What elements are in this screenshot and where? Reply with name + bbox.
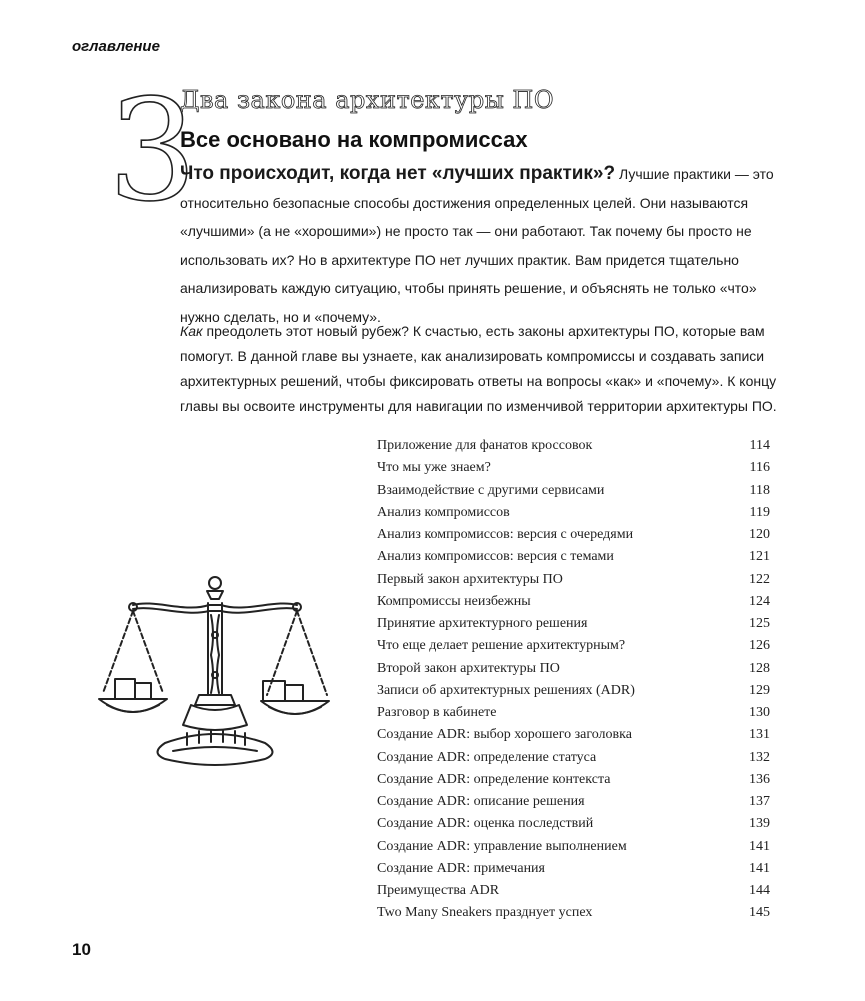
toc-entry[interactable] bbox=[377, 480, 770, 502]
toc-title: Анализ компромиссов: версия с темами bbox=[377, 549, 614, 565]
toc-page: 118 bbox=[749, 482, 770, 498]
intro-paragraph-2 bbox=[180, 319, 780, 419]
toc-entry[interactable] bbox=[377, 502, 770, 524]
toc-page: 126 bbox=[749, 638, 770, 654]
toc-entry[interactable] bbox=[377, 813, 770, 835]
toc-page: 139 bbox=[749, 816, 770, 832]
toc-title: Создание ADR: примечания bbox=[377, 860, 545, 876]
toc-title: Принятие архитектурного решения bbox=[377, 616, 588, 631]
toc-page: 136 bbox=[749, 771, 770, 787]
toc-entry[interactable] bbox=[377, 836, 770, 858]
chapter-title: Все основано на компромиссах bbox=[180, 127, 528, 152]
page-number: 10 bbox=[72, 940, 91, 959]
toc-title: Второй закон архитектуры ПО bbox=[377, 660, 560, 676]
toc-page: 122 bbox=[749, 571, 770, 587]
toc-entry[interactable] bbox=[377, 591, 770, 613]
toc-entry[interactable] bbox=[377, 747, 770, 769]
toc-page: 128 bbox=[749, 660, 770, 676]
toc-entry[interactable] bbox=[377, 635, 770, 657]
toc-title: Что еще делает решение архитектурным? bbox=[377, 638, 626, 654]
intro-lead: Что происходит, когда нет «лучших практик»? bbox=[180, 163, 616, 184]
toc-entry[interactable] bbox=[377, 858, 770, 880]
toc-entry[interactable] bbox=[377, 524, 770, 546]
intro-text-2: преодолеть этот новый рубеж? К счастью, есть законы архитектуры ПО, которые вам помогут. В данной главе вы узнаете, как анализировать компромиссы и создавать записи архитектурных решений, чтобы фиксировать ответы на вопросы «как» и «почему». К концу главы вы освоите инструменты для навигации по изменчивой территории архитектуры ПО. bbox=[180, 323, 777, 414]
toc-title: Создание ADR: определение контекста bbox=[377, 771, 611, 787]
table-of-contents bbox=[377, 435, 770, 925]
toc-page: 145 bbox=[749, 905, 770, 921]
toc-title: Анализ компромиссов bbox=[377, 504, 510, 520]
toc-entry[interactable] bbox=[377, 880, 770, 902]
toc-title: Разговор в кабинете bbox=[377, 705, 497, 720]
toc-page: 119 bbox=[749, 504, 770, 520]
toc-entry[interactable] bbox=[377, 457, 770, 479]
toc-title: Создание ADR: оценка последствий bbox=[377, 816, 594, 832]
toc-page: 144 bbox=[749, 883, 770, 898]
toc-title: Что мы уже знаем? bbox=[377, 460, 491, 476]
toc-page: 125 bbox=[749, 616, 770, 631]
toc-entry[interactable] bbox=[377, 658, 770, 680]
toc-page: 124 bbox=[749, 593, 770, 609]
toc-entry[interactable] bbox=[377, 569, 770, 591]
toc-entry[interactable] bbox=[377, 702, 770, 724]
toc-page: 129 bbox=[749, 682, 770, 698]
toc-page: 141 bbox=[749, 838, 770, 854]
toc-entry[interactable] bbox=[377, 435, 770, 457]
intro-emphasis: Как bbox=[180, 323, 203, 339]
toc-entry[interactable] bbox=[377, 546, 770, 568]
toc-page: 131 bbox=[749, 727, 770, 743]
toc-title: Создание ADR: управление выполнением bbox=[377, 838, 627, 854]
toc-title: Компромиссы неизбежны bbox=[377, 593, 531, 609]
toc-title: Записи об архитектурных решениях (ADR) bbox=[377, 682, 635, 698]
balance-scale-icon bbox=[95, 575, 335, 800]
toc-title: Анализ компромиссов: версия с очередями bbox=[377, 527, 634, 542]
toc-title: Создание ADR: определение статуса bbox=[377, 749, 597, 765]
intro-paragraph bbox=[180, 160, 780, 332]
toc-page: 121 bbox=[749, 549, 770, 565]
toc-page: 130 bbox=[749, 705, 770, 720]
toc-page: 137 bbox=[749, 794, 770, 809]
toc-page: 141 bbox=[749, 860, 770, 876]
intro-text: Лучшие практики — это относительно безопасные способы достижения определенных целей. Они называются «лучшими» (а не «хорошими») не просто так — они работают. Так почему бы просто не использовать их? Но в архитектуре ПО нет лучших практик. Вам придется тщательно анализировать каждую ситуацию, чтобы принять решение, и объяснять не только «что» нужно сделать, но и «почему». bbox=[180, 166, 774, 325]
toc-title: Создание ADR: выбор хорошего заголовка bbox=[377, 727, 632, 743]
toc-title: Первый закон архитектуры ПО bbox=[377, 571, 563, 587]
toc-page: 114 bbox=[749, 438, 770, 453]
toc-entry[interactable] bbox=[377, 769, 770, 791]
toc-entry[interactable] bbox=[377, 680, 770, 702]
toc-title: Two Many Sneakers празднует успех bbox=[377, 905, 593, 921]
section-label: оглавление bbox=[72, 38, 160, 55]
toc-title: Взаимодействие с другими сервисами bbox=[377, 482, 605, 498]
toc-page: 116 bbox=[749, 460, 770, 476]
toc-entry[interactable] bbox=[377, 791, 770, 813]
toc-entry[interactable] bbox=[377, 724, 770, 746]
part-title: Два закона архитектуры ПО bbox=[180, 86, 555, 114]
toc-entry[interactable] bbox=[377, 613, 770, 635]
toc-title: Создание ADR: описание решения bbox=[377, 794, 585, 809]
toc-title: Преимущества ADR bbox=[377, 883, 500, 898]
chapter-number: 3 bbox=[108, 70, 198, 233]
toc-entry[interactable] bbox=[377, 902, 770, 924]
toc-title: Приложение для фанатов кроссовок bbox=[377, 438, 593, 453]
toc-page: 132 bbox=[749, 749, 770, 765]
toc-page: 120 bbox=[749, 527, 770, 542]
